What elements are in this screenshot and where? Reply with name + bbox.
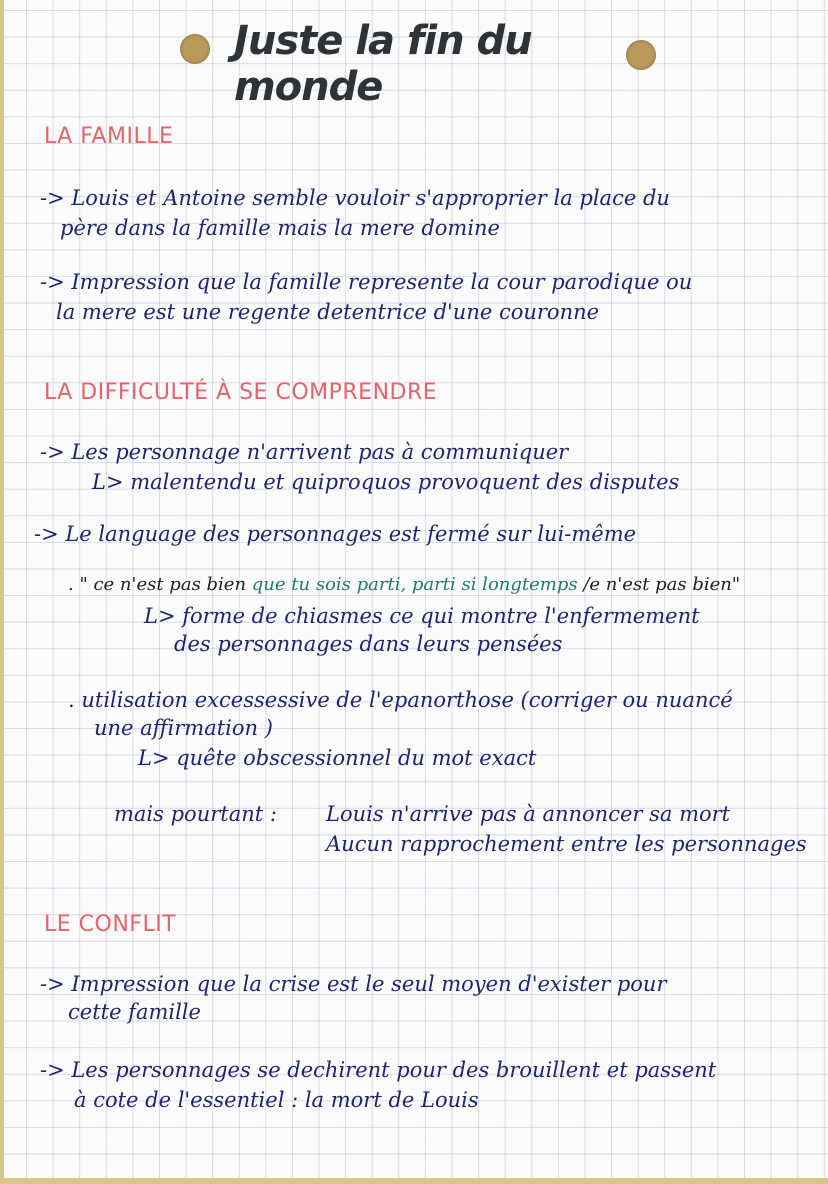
heading-le-conflit: LE CONFLIT xyxy=(44,912,177,937)
note-line: père dans la famille mais la mere domine xyxy=(60,216,500,240)
mais-pourtant-label: mais pourtant : xyxy=(114,802,277,826)
quote-bullet: . xyxy=(68,574,74,595)
note-subline: L> malentendu et quiproquos provoquent des disputes xyxy=(92,470,680,494)
quote-open: " ce n'est pas bien xyxy=(79,574,252,595)
note-line: Aucun rapprochement entre les personnages xyxy=(326,832,807,856)
note-subline: L> forme de chiasmes ce qui montre l'enfermement xyxy=(144,604,700,628)
quote-line xyxy=(68,574,740,595)
note-line: -> Louis et Antoine semble vouloir s'approprier la place du xyxy=(40,186,670,210)
notebook-page xyxy=(4,0,828,1178)
note-line: à cote de l'essentiel : la mort de Louis xyxy=(74,1088,479,1112)
note-line: -> Les personnages se dechirent pour des brouillent et passent xyxy=(40,1058,717,1082)
punch-hole-left-icon xyxy=(180,34,210,64)
note-line: -> Le language des personnages est fermé sur lui-même xyxy=(34,522,637,546)
note-line: . utilisation excessessive de l'epanorthose (corriger ou nuancé xyxy=(68,688,733,712)
page-title: Juste la fin du monde xyxy=(234,18,532,110)
note-subline: des personnages dans leurs pensées xyxy=(174,632,563,656)
note-line: la mere est une regente detentrice d'une couronne xyxy=(56,300,600,324)
quote-highlight: que tu sois parti, parti si longtemps xyxy=(251,574,578,595)
heading-la-famille: LA FAMILLE xyxy=(44,124,174,149)
note-line: -> Les personnage n'arrivent pas à communiquer xyxy=(40,440,569,464)
note-subline: L> quête obscessionnel du mot exact xyxy=(138,746,537,770)
note-line: -> Impression que la famille represente la cour parodique ou xyxy=(40,270,693,294)
note-line: Louis n'arrive pas à annoncer sa mort xyxy=(326,802,731,826)
note-line: cette famille xyxy=(68,1000,201,1024)
quote-close: /e n'est pas bien" xyxy=(577,574,741,595)
note-line: une affirmation ) xyxy=(94,716,273,740)
heading-difficulte: LA DIFFICULTÉ À SE COMPRENDRE xyxy=(44,380,438,405)
note-line: -> Impression que la crise est le seul moyen d'exister pour xyxy=(40,972,667,996)
